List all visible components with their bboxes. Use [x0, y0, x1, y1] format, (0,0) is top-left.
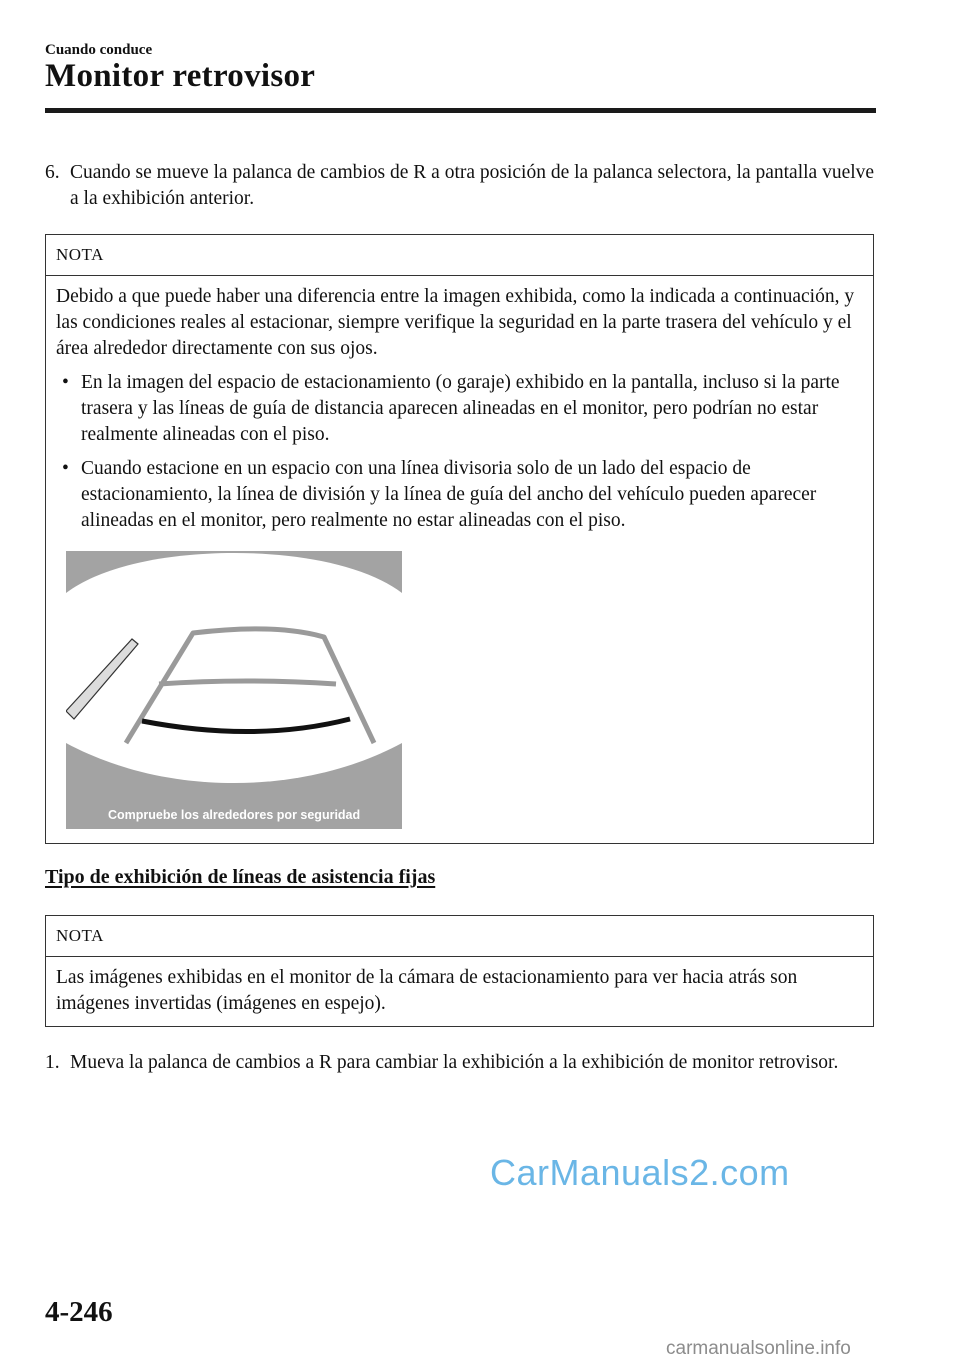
note-body: [46, 276, 873, 534]
bullet-dot: •: [62, 458, 69, 479]
rear-camera-illustration: [66, 551, 402, 829]
note-bullet: [56, 456, 863, 534]
section-label: Cuando conduce: [45, 42, 153, 58]
title-rule: [45, 108, 876, 113]
bullet-text: En la imagen del espacio de estacionamiento (o garaje) exhibido en la pantalla, incluso si la parte trasera y las líneas de guía de distancia aparecen alineadas en el monitor, pero podrían no estar realmente alineadas con el piso.: [81, 372, 840, 445]
note-heading: NOTA: [46, 916, 873, 957]
camera-view-graphic: [66, 551, 402, 829]
note-intro: Debido a que puede haber una diferencia entre la imagen exhibida, como la indicada a continuación, y las condiciones reales al estacionar, siempre verifique la seguridad en la parte trasera del vehículo y el área alrededor directamente con sus ojos.: [56, 286, 855, 359]
illustration-caption: Compruebe los alrededores por seguridad: [108, 808, 361, 822]
note-bullet: [56, 370, 863, 448]
step-number: 1.: [45, 1052, 60, 1073]
step-number: 6.: [45, 162, 60, 183]
sub-heading: Tipo de exhibición de líneas de asistencia fijas: [45, 866, 436, 888]
step-text: Mueva la palanca de cambios a R para cambiar la exhibición a la exhibición de monitor retrovisor.: [70, 1052, 839, 1073]
footer-site: carmanualsonline.info: [666, 1338, 851, 1359]
watermark: CarManuals2.com: [490, 1152, 790, 1193]
page-number: 4-246: [45, 1296, 113, 1328]
bullet-text: Cuando estacione en un espacio con una línea divisoria solo de un lado del espacio de estacionamiento, la línea de división y la línea de guía del ancho del vehículo pueden aparecer alineadas en el monitor, pero realmente no estar alineadas con el piso.: [81, 458, 817, 531]
note-body: Las imágenes exhibidas en el monitor de la cámara de estacionamiento para ver hacia atrás son imágenes invertidas (imágenes en espejo).: [56, 967, 798, 1014]
note-box-2: [45, 915, 874, 1027]
step-text: Cuando se mueve la palanca de cambios de R a otra posición de la palanca selectora, la pantalla vuelve a la exhibición anterior.: [70, 162, 875, 209]
bullet-dot: •: [62, 372, 69, 393]
note-heading: NOTA: [46, 235, 873, 276]
page-title: Monitor retrovisor: [45, 58, 316, 94]
